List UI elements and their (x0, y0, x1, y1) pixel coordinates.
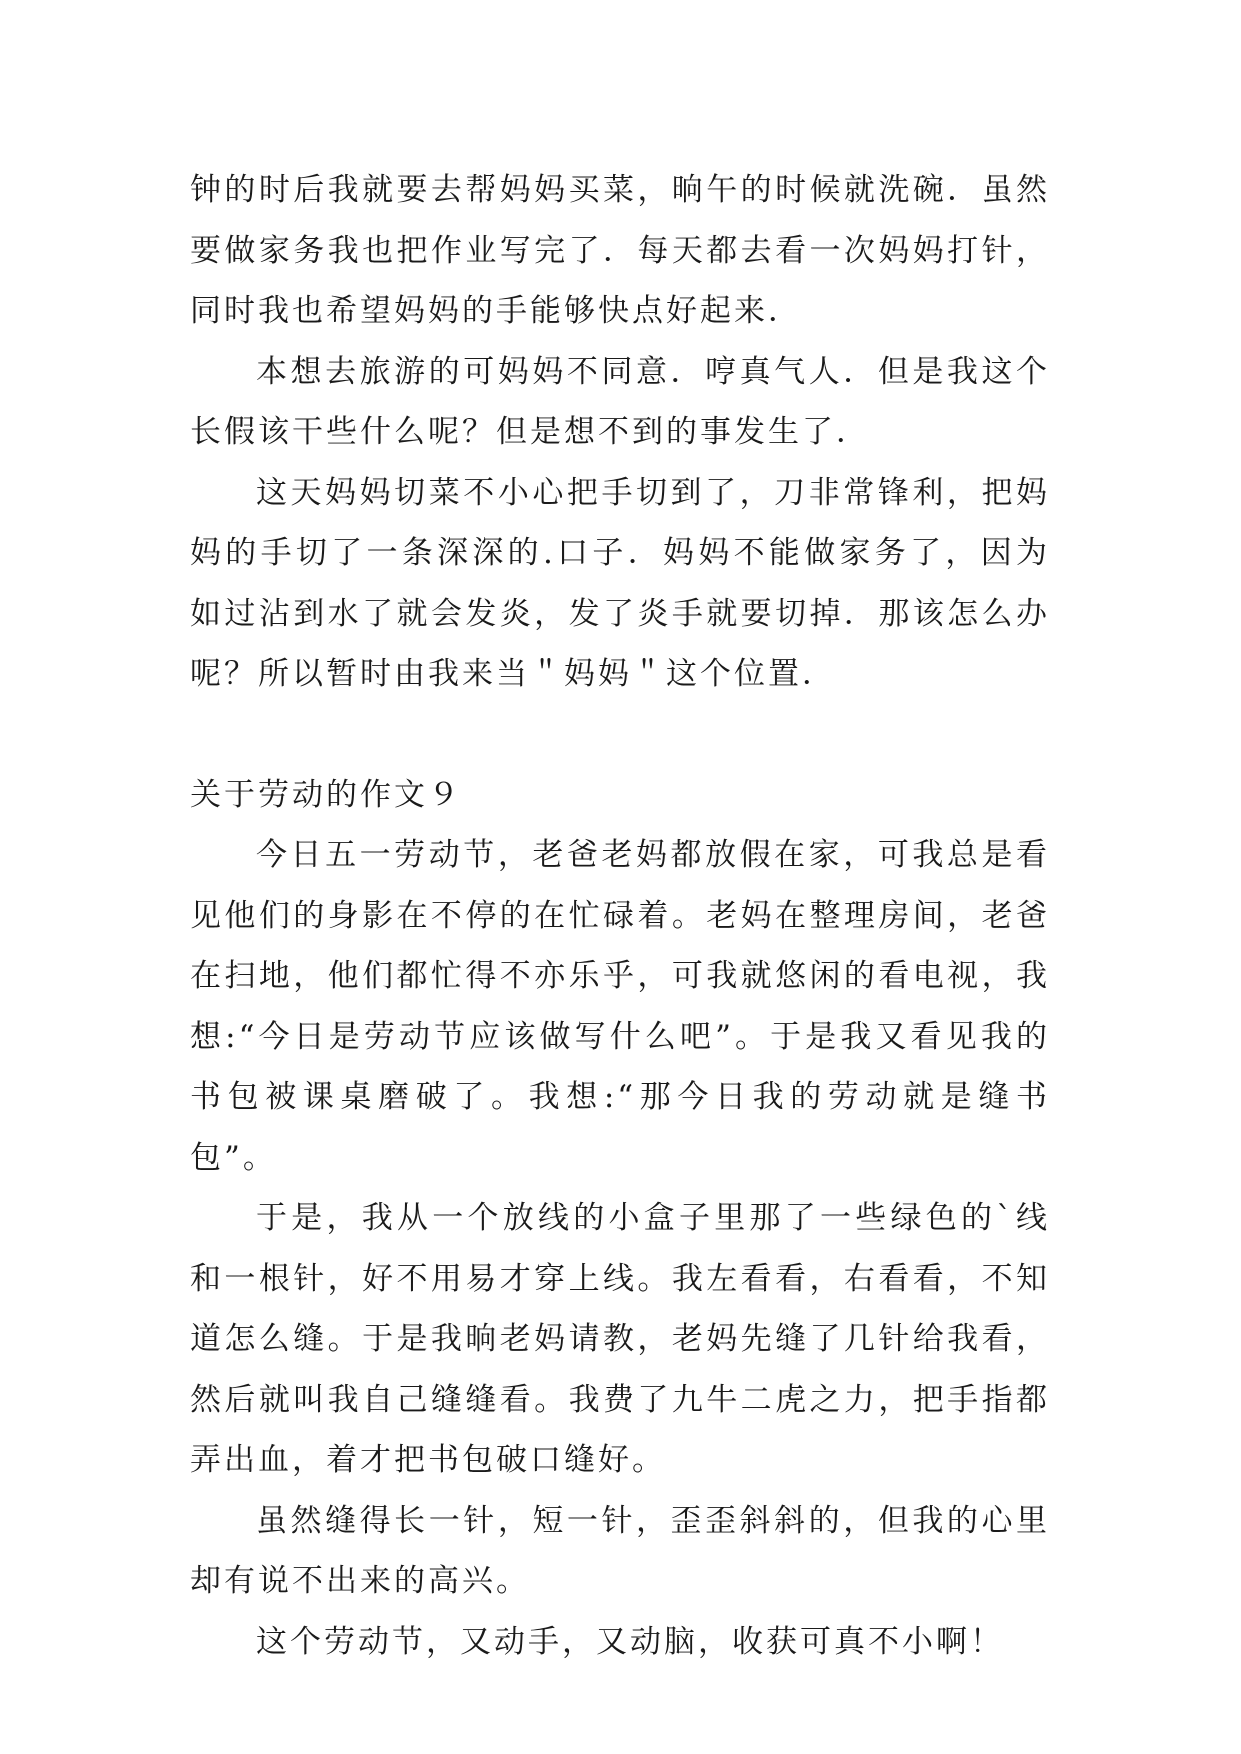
essay-paragraph-4: 这个劳动节，又动手，又动脑，收获可真不小啊！ (256, 1623, 1004, 1660)
paragraph-1: 钟的时后我就要去帮妈妈买菜，晌午的时候就洗碗．虽然要做家务我也把作业写完了．每天都去看一次妈妈打针，同时我也希望妈妈的手能够快点好起来． (190, 172, 1050, 329)
essay-paragraph-1: 今日五一劳动节，老爸老妈都放假在家，可我总是看见他们的身影在不停的在忙碌着。老妈在整理房间，老爸在扫地，他们都忙得不亦乐乎，可我就悠闲的看电视，我想:“今日是劳动节应该做写什么吧”。于是我又看见我的书包被课桌磨破了。我想:“那今日我的劳动就是缝书包”。 (190, 837, 1050, 1176)
essay-paragraph-3: 虽然缝得长一针，短一针，歪歪斜斜的，但我的心里却有说不出来的高兴。 (190, 1502, 1050, 1599)
paragraph-3: 这天妈妈切菜不小心把手切到了，刀非常锋利，把妈妈的手切了一条深深的.口子．妈妈不能做家务了，因为如过沾到水了就会发炎，发了炎手就要切掉．那该怎么办呢？所以暂时由我来当＂妈妈＂这个位置． (190, 474, 1050, 692)
paragraph-2: 本想去旅游的可妈妈不同意．哼真气人．但是我这个长假该干些什么呢？但是想不到的事发生了． (190, 353, 1050, 450)
essay-paragraph-2: 于是，我从一个放线的小盒子里那了一些绿色的`线和一根针，好不用易才穿上线。我左看看，右看看，不知道怎么缝。于是我晌老妈请教，老妈先缝了几针给我看，然后就叫我自己缝缝看。我费了九牛二虎之力，把手指都弄出血，着才把书包破口缝好。 (190, 1200, 1050, 1478)
essay-title: 关于劳动的作文９ (190, 776, 462, 813)
document-body (190, 160, 1050, 1672)
